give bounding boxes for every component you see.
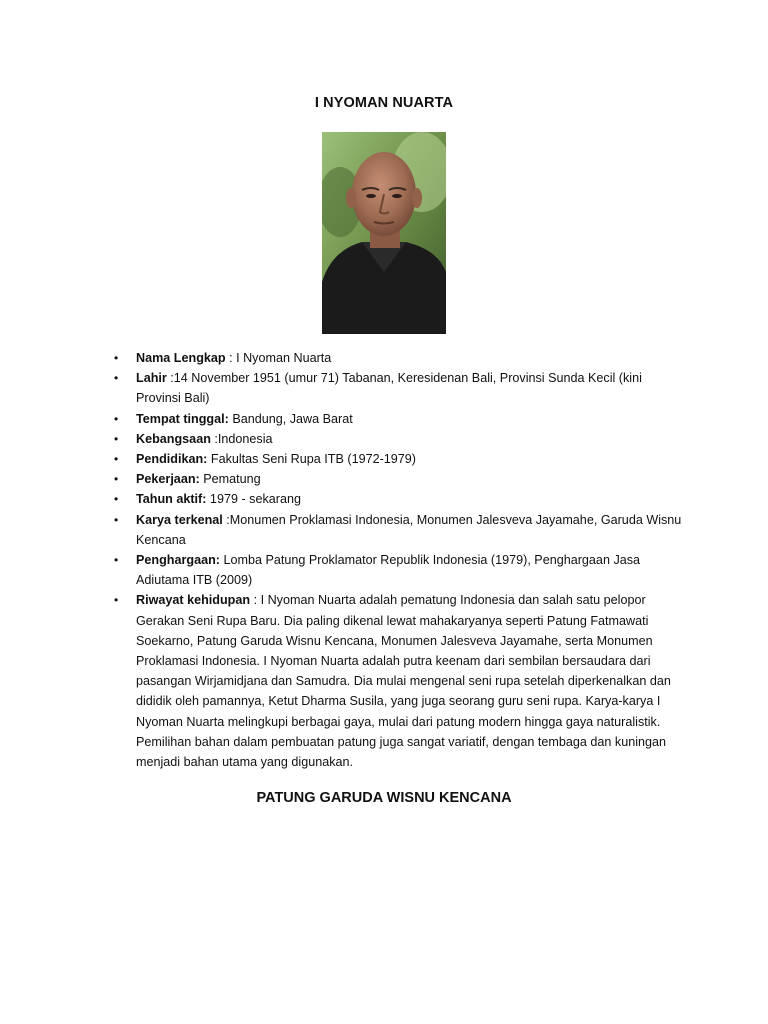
item-value: :14 November 1951 (umur 71) Tabanan, Keresidenan Bali, Provinsi Sunda Kecil (kini Provinsi Bali) xyxy=(136,371,642,406)
item-value: : I Nyoman Nuarta adalah pematung Indonesia dan salah satu pelopor Gerakan Seni Rupa Baru. Dia paling dikenal lewat mahakaryanya seperti Patung Fatmawati Soekarno, Patung Garuda Wisnu Kencana, Monumen Jalesveva Jayamahe, serta Monumen Proklamasi Indonesia. I Nyoman Nuarta adalah putra keenam dari sembilan bersaudara dari pasangan Wirjamidjana dan Samudra. Dia mulai mengenal seni rupa setelah diperkenalkan dan dididik oleh pamannya, Ketut Dharma Susila, yang juga seorang guru seni rupa. Karya-karya I Nyoman Nuarta melingkupi berbagai gaya, mulai dari patung modern hingga gaya naturalistik. Pemilihan bahan dalam pembuatan patung juga sangat variatif, dengan tembaga dan kuningan menjadi bahan utama yang digunakan. xyxy=(136,593,671,770)
bio-list xyxy=(110,348,682,772)
list-item xyxy=(110,348,682,368)
bullet: • xyxy=(114,351,119,365)
item-label: Kebangsaan xyxy=(136,431,211,446)
item-label: Nama Lengkap xyxy=(136,351,226,365)
bullet: • xyxy=(114,472,119,487)
list-item xyxy=(110,368,682,408)
item-label: Karya terkenal xyxy=(136,512,223,527)
list-item xyxy=(110,409,682,429)
bullet: • xyxy=(114,411,119,426)
item-value: : I Nyoman Nuarta xyxy=(225,351,332,365)
list-item xyxy=(110,590,682,772)
list-item xyxy=(110,550,682,590)
item-value: :Monumen Proklamasi Indonesia, Monumen Jalesveva Jayamahe, Garuda Wisnu Kencana xyxy=(136,512,682,547)
bullet: • xyxy=(114,431,119,446)
item-label: Tahun aktif: xyxy=(136,492,207,507)
bullet: • xyxy=(114,492,119,507)
bullet: • xyxy=(114,553,119,568)
item-label: Lahir xyxy=(136,371,167,386)
item-label: Pekerjaan: xyxy=(136,472,200,487)
item-label: Riwayat kehidupan xyxy=(136,593,251,608)
item-label: Pendidikan: xyxy=(136,452,208,467)
list-item xyxy=(110,429,682,449)
item-label: Tempat tinggal: xyxy=(136,411,229,426)
list-item xyxy=(110,449,682,469)
bullet: • xyxy=(114,452,119,467)
item-value: 1979 - sekarang xyxy=(206,492,301,507)
bullet: • xyxy=(114,512,119,527)
portrait-photo xyxy=(322,132,446,334)
page-title: I NYOMAN NUARTA xyxy=(314,95,454,111)
list-item xyxy=(110,510,682,550)
list-item xyxy=(110,489,682,509)
item-label: Penghargaan: xyxy=(136,553,220,568)
item-value: Bandung, Jawa Barat xyxy=(228,411,353,426)
list-item xyxy=(110,469,682,489)
item-value: Fakultas Seni Rupa ITB (1972-1979) xyxy=(207,452,416,467)
section-heading: PATUNG GARUDA WISNU KENCANA xyxy=(256,790,512,806)
item-value: Pematung xyxy=(199,472,261,487)
item-value: :Indonesia xyxy=(210,431,273,446)
item-value: Lomba Patung Proklamator Republik Indonesia (1979), Penghargaan Jasa Adiutama ITB (2009) xyxy=(136,553,641,588)
bullet: • xyxy=(114,371,119,386)
bullet: • xyxy=(114,593,119,608)
